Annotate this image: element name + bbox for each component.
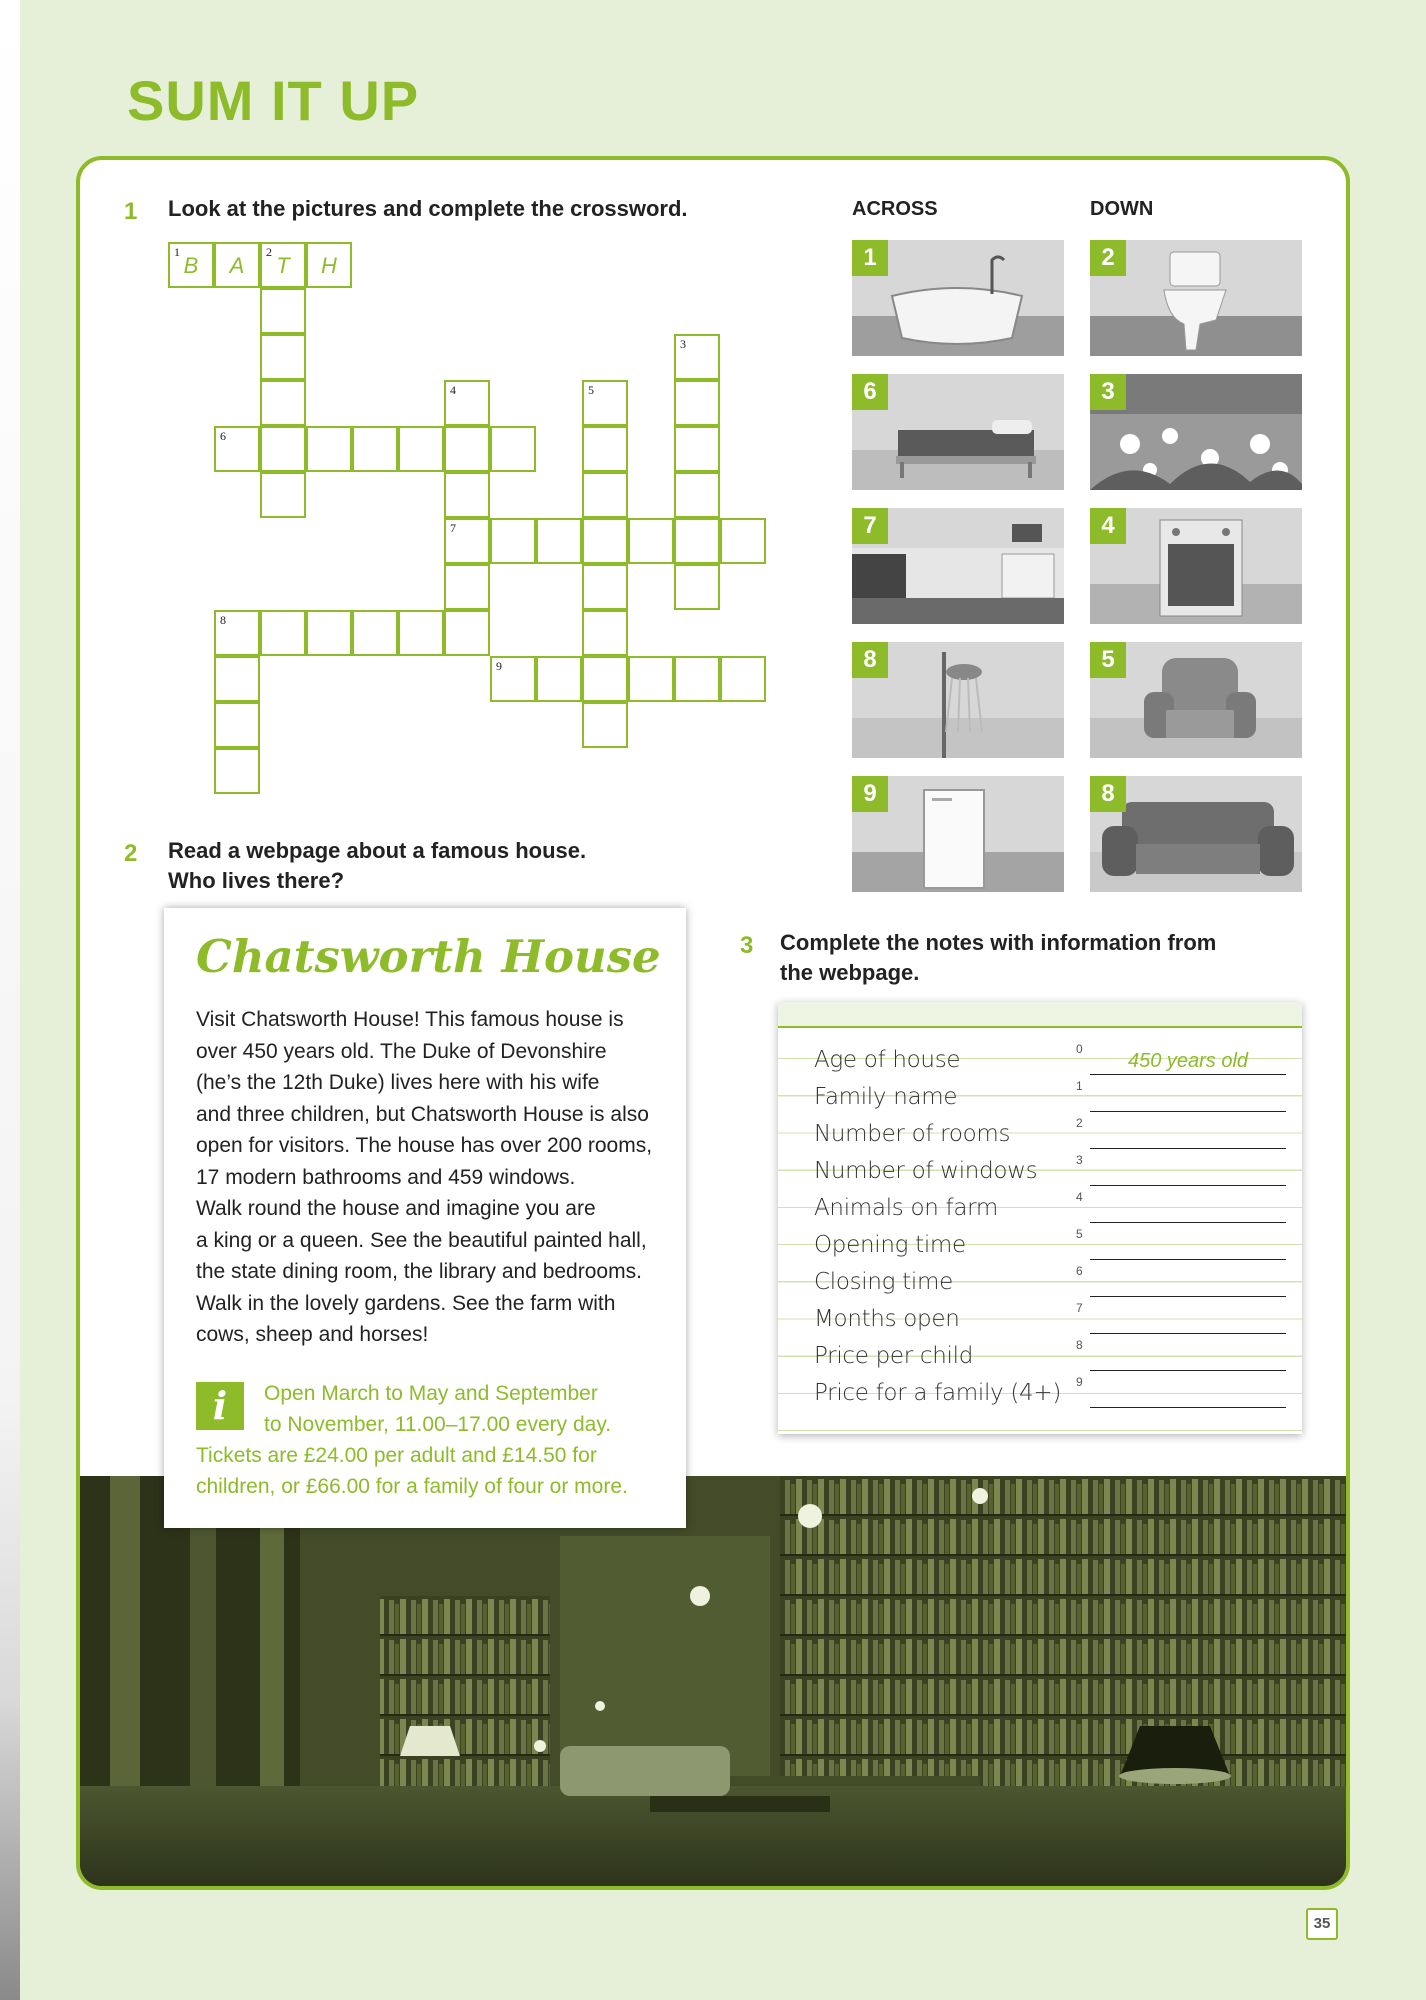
crossword-cell[interactable]: [260, 334, 306, 380]
page-title: SUM IT UP: [127, 69, 420, 132]
crossword-cell[interactable]: [674, 518, 720, 564]
crossword-cell[interactable]: [582, 656, 628, 702]
picture-number: 9: [852, 776, 888, 812]
armchair-icon: [1140, 650, 1260, 754]
crossword-cell[interactable]: [306, 426, 352, 472]
sofa-icon: [1100, 796, 1296, 886]
crossword-letter: H: [321, 253, 337, 278]
crossword-cell[interactable]: [628, 518, 674, 564]
note-label: Opening time: [814, 1232, 966, 1258]
clue-number: 2: [266, 245, 272, 259]
crossword-cell[interactable]: [674, 380, 720, 426]
crossword-cell[interactable]: [260, 380, 306, 426]
note-label: Family name: [814, 1084, 958, 1110]
picture-armchair: [1090, 642, 1302, 758]
crossword-cell[interactable]: [352, 426, 398, 472]
clue-number: 4: [450, 383, 456, 397]
picture-number: 1: [852, 240, 888, 276]
left-edge-photo-strip: [0, 0, 20, 2000]
body-line: Walk round the house and imagine you are: [196, 1197, 596, 1220]
note-answer-line[interactable]: [1090, 1222, 1286, 1223]
crossword-cell[interactable]: [490, 426, 536, 472]
crossword-cell[interactable]: [674, 334, 720, 380]
crossword-cell[interactable]: [398, 426, 444, 472]
crossword-cell[interactable]: [260, 242, 306, 288]
crossword-cell[interactable]: [306, 242, 352, 288]
info-line: children, or £66.00 for a family of four or more.: [196, 1475, 628, 1498]
crossword-cell[interactable]: [214, 610, 260, 656]
crossword-cell[interactable]: [582, 380, 628, 426]
crossword-cell[interactable]: [214, 242, 260, 288]
crossword-cell[interactable]: [582, 702, 628, 748]
crossword-grid: [168, 242, 768, 802]
shower-icon: [902, 652, 1012, 758]
note-answer-line[interactable]: [1090, 1370, 1286, 1371]
note-number: 7: [1076, 1301, 1083, 1315]
crossword-letter: B: [183, 253, 199, 278]
crossword-cell[interactable]: [582, 518, 628, 564]
note-number: 0: [1076, 1042, 1083, 1056]
crossword-cell[interactable]: [260, 610, 306, 656]
crossword-cell[interactable]: [260, 288, 306, 334]
picture-bed: [852, 374, 1064, 490]
info-icon: i: [196, 1382, 244, 1430]
crossword-cell[interactable]: [674, 426, 720, 472]
info-line: Tickets are £24.00 per adult and £14.50 for: [196, 1444, 597, 1467]
note-answer-line[interactable]: [1090, 1259, 1286, 1260]
info-line: Open March to May and September: [264, 1382, 598, 1405]
crossword-cell[interactable]: [490, 656, 536, 702]
down-heading: DOWN: [1090, 198, 1154, 220]
crossword-cell[interactable]: [720, 518, 766, 564]
crossword-cell[interactable]: [214, 656, 260, 702]
crossword-cell[interactable]: [582, 610, 628, 656]
crossword-cell[interactable]: [720, 656, 766, 702]
across-heading: ACROSS: [852, 198, 938, 220]
body-line: Visit Chatsworth House! This famous house is: [196, 1008, 624, 1031]
notes-paper: [778, 1002, 1302, 1434]
bed-icon: [892, 404, 1042, 484]
body-line: 17 modern bathrooms and 459 windows.: [196, 1165, 576, 1189]
exercise-1-number: 1: [124, 198, 138, 225]
picture-garden: [1090, 374, 1302, 490]
note-answer-line[interactable]: [1090, 1407, 1286, 1408]
clue-number: 3: [680, 337, 686, 351]
crossword-cell[interactable]: [398, 610, 444, 656]
body-line: Walk in the lovely gardens. See the farm with: [196, 1291, 616, 1315]
clue-number: 9: [496, 659, 502, 673]
note-row: [814, 1114, 1294, 1151]
note-answer-line[interactable]: [1090, 1074, 1286, 1075]
exercise-2-instruction-line1: Read a webpage about a famous house.: [168, 838, 587, 863]
note-label: Closing time: [814, 1269, 953, 1295]
fridge-icon: [918, 786, 998, 892]
note-number: 2: [1076, 1116, 1083, 1130]
crossword-cell[interactable]: [582, 564, 628, 610]
library-photo: [80, 1476, 1346, 1890]
picture-fridge: [852, 776, 1064, 892]
note-number: 9: [1076, 1375, 1083, 1389]
exercise-3-instruction-line2: the webpage.: [780, 960, 920, 985]
clue-number: 5: [588, 383, 594, 397]
crossword-cell[interactable]: [674, 472, 720, 518]
note-row: [814, 1373, 1294, 1410]
picture-bath: [852, 240, 1064, 356]
crossword-cell[interactable]: [444, 426, 490, 472]
crossword-cell[interactable]: [536, 518, 582, 564]
exercise-3-instruction-line1: Complete the notes with information from: [780, 930, 1217, 955]
crossword-cell[interactable]: [168, 242, 214, 288]
clue-number: 7: [450, 521, 456, 535]
note-row: [814, 1336, 1294, 1373]
clue-number: 8: [220, 613, 226, 627]
bath-icon: [882, 254, 1032, 352]
note-label: Price for a family (4+): [814, 1380, 1062, 1406]
crossword-cell[interactable]: [444, 564, 490, 610]
webpage-body: [196, 1004, 676, 1351]
note-row: [814, 1262, 1294, 1299]
floor: [852, 596, 1064, 624]
picture-number: 5: [1090, 642, 1126, 678]
body-line: and three children, but Chatsworth House is also: [196, 1102, 649, 1126]
picture-number: 6: [852, 374, 888, 410]
picture-cooker: [1090, 508, 1302, 624]
crossword-cell[interactable]: [674, 564, 720, 610]
body-line: the state dining room, the library and bedrooms.: [196, 1260, 642, 1283]
crossword-letter: T: [276, 253, 290, 278]
note-answer-line[interactable]: [1090, 1111, 1286, 1112]
crossword-cell[interactable]: [214, 702, 260, 748]
cooker-icon: [1156, 514, 1246, 624]
crossword-cell[interactable]: [582, 472, 628, 518]
note-number: 8: [1076, 1338, 1083, 1352]
picture-shower: [852, 642, 1064, 758]
library-interior-image: [80, 1476, 1346, 1890]
crossword-cell[interactable]: [674, 656, 720, 702]
note-number: 6: [1076, 1264, 1083, 1278]
crossword-cell[interactable]: [444, 610, 490, 656]
toilet-icon: [1150, 246, 1240, 356]
picture-sofa: [1090, 776, 1302, 892]
picture-number: 8: [852, 642, 888, 678]
body-line: a king or a queen. See the beautiful painted hall,: [196, 1228, 647, 1252]
note-number: 3: [1076, 1153, 1083, 1167]
note-row: [814, 1299, 1294, 1336]
crossword-cell[interactable]: [214, 748, 260, 794]
note-row: [814, 1040, 1294, 1077]
crossword-cell[interactable]: [214, 426, 260, 472]
picture-number: 2: [1090, 240, 1126, 276]
notes-header-strip: [778, 1002, 1302, 1028]
picture-number: 7: [852, 508, 888, 544]
clue-number: 1: [174, 245, 180, 259]
note-label: Price per child: [814, 1343, 974, 1369]
exercise-2-instruction-line2: Who lives there?: [168, 868, 345, 893]
note-row: [814, 1151, 1294, 1188]
note-row: [814, 1188, 1294, 1225]
note-answer-line[interactable]: [1090, 1185, 1286, 1186]
crossword-cell[interactable]: [490, 518, 536, 564]
body-line: (he’s the 12th Duke) lives here with his wife: [196, 1071, 600, 1094]
exercise-3-number: 3: [740, 932, 754, 959]
crossword-cell[interactable]: [306, 610, 352, 656]
note-row: [814, 1077, 1294, 1114]
picture-toilet: [1090, 240, 1302, 356]
note-answer: 450 years old: [1127, 1050, 1249, 1072]
crossword-cell[interactable]: [444, 380, 490, 426]
webpage-title: Chatsworth House: [196, 930, 661, 983]
info-line: to November, 11.00–17.00 every day.: [264, 1413, 612, 1436]
note-label: Number of windows: [814, 1158, 1038, 1184]
note-row: [814, 1225, 1294, 1262]
note-label: Months open: [814, 1306, 960, 1332]
note-answer-line[interactable]: [1090, 1333, 1286, 1334]
page-number: 35: [1306, 1908, 1338, 1940]
crossword-cell[interactable]: [628, 656, 674, 702]
note-label: Number of rooms: [814, 1121, 1011, 1147]
crossword-cell[interactable]: [444, 472, 490, 518]
body-line: over 450 years old. The Duke of Devonshire: [196, 1039, 607, 1063]
note-number: 5: [1076, 1227, 1083, 1241]
crossword-cell[interactable]: [582, 426, 628, 472]
picture-kitchen: [852, 508, 1064, 624]
crossword-cell[interactable]: [260, 472, 306, 518]
clue-number: 6: [220, 429, 226, 443]
crossword-cell[interactable]: [536, 656, 582, 702]
picture-number: 3: [1090, 374, 1126, 410]
body-line: open for visitors. The house has over 200 rooms,: [196, 1134, 653, 1157]
note-label: Age of house: [814, 1047, 961, 1073]
crossword-cell[interactable]: [352, 610, 398, 656]
picture-number: 4: [1090, 508, 1126, 544]
chatsworth-webpage-card: [164, 908, 686, 1528]
crossword-letter: A: [229, 253, 245, 278]
body-line: cows, sheep and horses!: [196, 1323, 429, 1346]
picture-number: 8: [1090, 776, 1126, 812]
note-label: Animals on farm: [814, 1195, 998, 1221]
exercise-2-number: 2: [124, 840, 138, 867]
note-answer-line[interactable]: [1090, 1296, 1286, 1297]
crossword-cell[interactable]: [260, 426, 306, 472]
note-number: 4: [1076, 1190, 1083, 1204]
exercise-1-instruction: Look at the pictures and complete the crossword.: [168, 196, 688, 221]
crossword-cell[interactable]: [444, 518, 490, 564]
note-number: 1: [1076, 1079, 1083, 1093]
note-answer-line[interactable]: [1090, 1148, 1286, 1149]
